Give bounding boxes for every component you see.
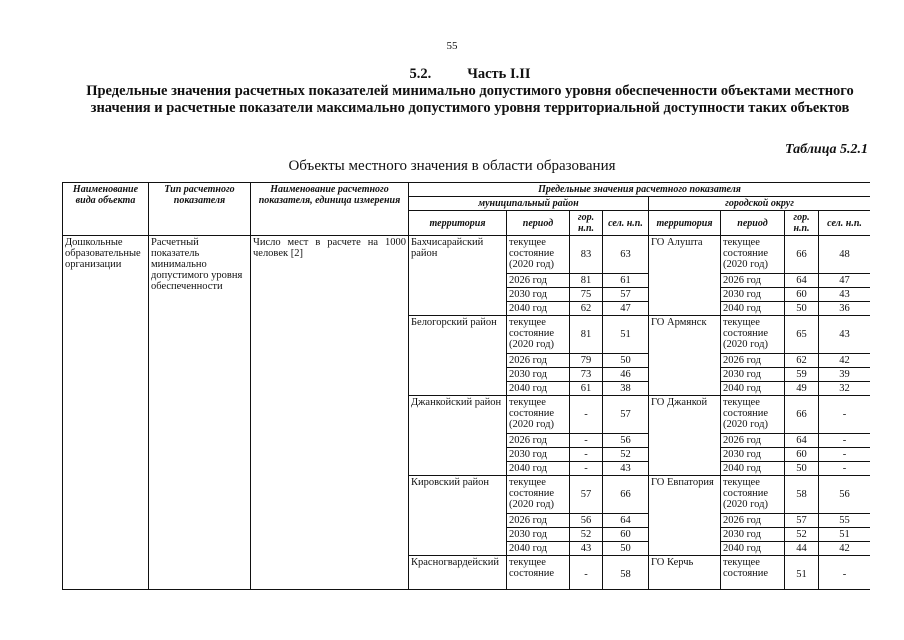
municipal-rural-cell: 50	[603, 542, 649, 556]
city-urban-cell: 50	[785, 462, 819, 476]
indicator-name-cell: Число мест в расчете на 1000 человек [2]	[251, 236, 409, 591]
municipal-urban-cell: 75	[570, 288, 603, 302]
municipal-period-cell: 2030 год	[507, 448, 570, 462]
page-number: 55	[446, 40, 458, 52]
municipal-period-cell: 2026 год	[507, 274, 570, 288]
municipal-urban-cell: 62	[570, 302, 603, 316]
city-urban-cell: 62	[785, 354, 819, 368]
table-body	[63, 236, 871, 591]
table-container	[62, 182, 870, 590]
city-urban-cell: 51	[785, 556, 819, 591]
header-m-territory: территория	[409, 211, 507, 236]
municipal-urban-cell: 43	[570, 542, 603, 556]
section-number: 5.2.	[409, 66, 432, 82]
city-period-cell: 2026 год	[721, 274, 785, 288]
city-period-cell: 2026 год	[721, 434, 785, 448]
city-urban-cell: 66	[785, 396, 819, 434]
municipal-period-cell: текущее состояние	[507, 556, 570, 591]
header-c-period: период	[721, 211, 785, 236]
header-m-rural: сел. н.п.	[603, 211, 649, 236]
city-urban-cell: 60	[785, 448, 819, 462]
table-caption: Объекты местного значения в области образования	[288, 158, 616, 174]
municipal-urban-cell: 56	[570, 514, 603, 528]
city-rural-cell: 43	[819, 288, 871, 302]
city-rural-cell: 32	[819, 382, 871, 396]
municipal-period-cell: 2040 год	[507, 542, 570, 556]
city-urban-cell: 64	[785, 274, 819, 288]
municipal-period-cell: 2030 год	[507, 368, 570, 382]
table-row	[63, 236, 871, 274]
city-territory-cell: ГО Алушта	[649, 236, 721, 316]
city-rural-cell: -	[819, 556, 871, 591]
section-title: Предельные значения расчетных показателей минимально допустимого уровня обеспеченности объектами местного значения и расчетные показатели максимально допустимого уровня территориальной доступности таких объектов	[86, 83, 854, 116]
city-rural-cell: -	[819, 396, 871, 434]
city-period-cell: текущее состояние (2020 год)	[721, 476, 785, 514]
header-c-urban: гор. н.п.	[785, 211, 819, 236]
city-urban-cell: 57	[785, 514, 819, 528]
municipal-period-cell: 2026 год	[507, 354, 570, 368]
city-rural-cell: 39	[819, 368, 871, 382]
table-label: Таблица 5.2.1	[785, 142, 868, 157]
city-period-cell: текущее состояние (2020 год)	[721, 316, 785, 354]
municipal-urban-cell: 73	[570, 368, 603, 382]
municipal-rural-cell: 58	[603, 556, 649, 591]
city-period-cell: 2030 год	[721, 448, 785, 462]
municipal-rural-cell: 47	[603, 302, 649, 316]
indicator-type-cell: Расчетный показатель минимально допустимого уровня обеспеченности	[149, 236, 251, 591]
city-rural-cell: -	[819, 434, 871, 448]
city-period-cell: 2040 год	[721, 302, 785, 316]
municipal-rural-cell: 56	[603, 434, 649, 448]
municipal-territory-cell: Кировский район	[409, 476, 507, 556]
city-urban-cell: 65	[785, 316, 819, 354]
municipal-urban-cell: 83	[570, 236, 603, 274]
municipal-rural-cell: 61	[603, 274, 649, 288]
municipal-period-cell: 2026 год	[507, 434, 570, 448]
city-period-cell: 2026 год	[721, 354, 785, 368]
object-name-cell: Дошкольные образовательные организации	[63, 236, 149, 591]
municipal-rural-cell: 60	[603, 528, 649, 542]
municipal-urban-cell: -	[570, 462, 603, 476]
city-urban-cell: 59	[785, 368, 819, 382]
municipal-urban-cell: -	[570, 434, 603, 448]
header-m-urban: гор. н.п.	[570, 211, 603, 236]
municipal-territory-cell: Белогорский район	[409, 316, 507, 396]
municipal-urban-cell: -	[570, 396, 603, 434]
city-territory-cell: ГО Джанкой	[649, 396, 721, 476]
city-period-cell: 2030 год	[721, 368, 785, 382]
municipal-period-cell: текущее состояние (2020 год)	[507, 316, 570, 354]
municipal-urban-cell: 52	[570, 528, 603, 542]
municipal-period-cell: 2040 год	[507, 382, 570, 396]
indicators-table	[62, 182, 870, 590]
city-period-cell: текущее состояние (2020 год)	[721, 396, 785, 434]
header-m-period: период	[507, 211, 570, 236]
section-number-line	[60, 66, 880, 83]
municipal-rural-cell: 57	[603, 288, 649, 302]
city-urban-cell: 66	[785, 236, 819, 274]
city-rural-cell: 48	[819, 236, 871, 274]
city-rural-cell: 51	[819, 528, 871, 542]
header-c-rural: сел. н.п.	[819, 211, 871, 236]
part-title: Часть I.II	[467, 66, 531, 82]
city-period-cell: 2030 год	[721, 288, 785, 302]
city-territory-cell: ГО Евпатория	[649, 476, 721, 556]
municipal-rural-cell: 52	[603, 448, 649, 462]
municipal-urban-cell: 81	[570, 274, 603, 288]
city-urban-cell: 58	[785, 476, 819, 514]
city-period-cell: 2040 год	[721, 542, 785, 556]
municipal-rural-cell: 38	[603, 382, 649, 396]
city-period-cell: текущее состояние	[721, 556, 785, 591]
header-object: Наименование вида объекта	[63, 183, 149, 236]
municipal-urban-cell: 81	[570, 316, 603, 354]
municipal-rural-cell: 43	[603, 462, 649, 476]
municipal-rural-cell: 66	[603, 476, 649, 514]
municipal-rural-cell: 57	[603, 396, 649, 434]
municipal-rural-cell: 46	[603, 368, 649, 382]
header-limits: Предельные значения расчетного показателя	[409, 183, 871, 197]
section-heading	[60, 66, 880, 117]
municipal-urban-cell: 61	[570, 382, 603, 396]
header-c-territory: территория	[649, 211, 721, 236]
municipal-territory-cell: Джанкойский район	[409, 396, 507, 476]
city-period-cell: 2040 год	[721, 382, 785, 396]
municipal-territory-cell: Бахчисарайский район	[409, 236, 507, 316]
municipal-rural-cell: 50	[603, 354, 649, 368]
header-type: Тип расчетного показателя	[149, 183, 251, 236]
municipal-period-cell: 2040 год	[507, 302, 570, 316]
header-city: городской округ	[649, 197, 871, 211]
city-rural-cell: 43	[819, 316, 871, 354]
city-urban-cell: 49	[785, 382, 819, 396]
city-rural-cell: 56	[819, 476, 871, 514]
city-rural-cell: 42	[819, 354, 871, 368]
city-rural-cell: 42	[819, 542, 871, 556]
city-period-cell: 2026 год	[721, 514, 785, 528]
city-rural-cell: 47	[819, 274, 871, 288]
city-urban-cell: 60	[785, 288, 819, 302]
city-urban-cell: 50	[785, 302, 819, 316]
municipal-urban-cell: -	[570, 448, 603, 462]
municipal-rural-cell: 63	[603, 236, 649, 274]
municipal-period-cell: текущее состояние (2020 год)	[507, 476, 570, 514]
city-rural-cell: -	[819, 462, 871, 476]
city-period-cell: 2030 год	[721, 528, 785, 542]
municipal-period-cell: текущее состояние (2020 год)	[507, 236, 570, 274]
municipal-period-cell: 2030 год	[507, 288, 570, 302]
municipal-rural-cell: 64	[603, 514, 649, 528]
municipal-period-cell: 2040 год	[507, 462, 570, 476]
header-municipal: муниципальный район	[409, 197, 649, 211]
city-rural-cell: 36	[819, 302, 871, 316]
city-period-cell: текущее состояние (2020 год)	[721, 236, 785, 274]
municipal-period-cell: 2030 год	[507, 528, 570, 542]
municipal-territory-cell: Красногвардейский	[409, 556, 507, 591]
municipal-period-cell: текущее состояние (2020 год)	[507, 396, 570, 434]
city-territory-cell: ГО Армянск	[649, 316, 721, 396]
municipal-urban-cell: 57	[570, 476, 603, 514]
municipal-urban-cell: 79	[570, 354, 603, 368]
city-period-cell: 2040 год	[721, 462, 785, 476]
city-rural-cell: 55	[819, 514, 871, 528]
city-urban-cell: 52	[785, 528, 819, 542]
municipal-rural-cell: 51	[603, 316, 649, 354]
municipal-period-cell: 2026 год	[507, 514, 570, 528]
municipal-urban-cell: -	[570, 556, 603, 591]
city-urban-cell: 64	[785, 434, 819, 448]
city-urban-cell: 44	[785, 542, 819, 556]
city-territory-cell: ГО Керчь	[649, 556, 721, 591]
city-rural-cell: -	[819, 448, 871, 462]
header-name: Наименование расчетного показателя, единица измерения	[251, 183, 409, 236]
